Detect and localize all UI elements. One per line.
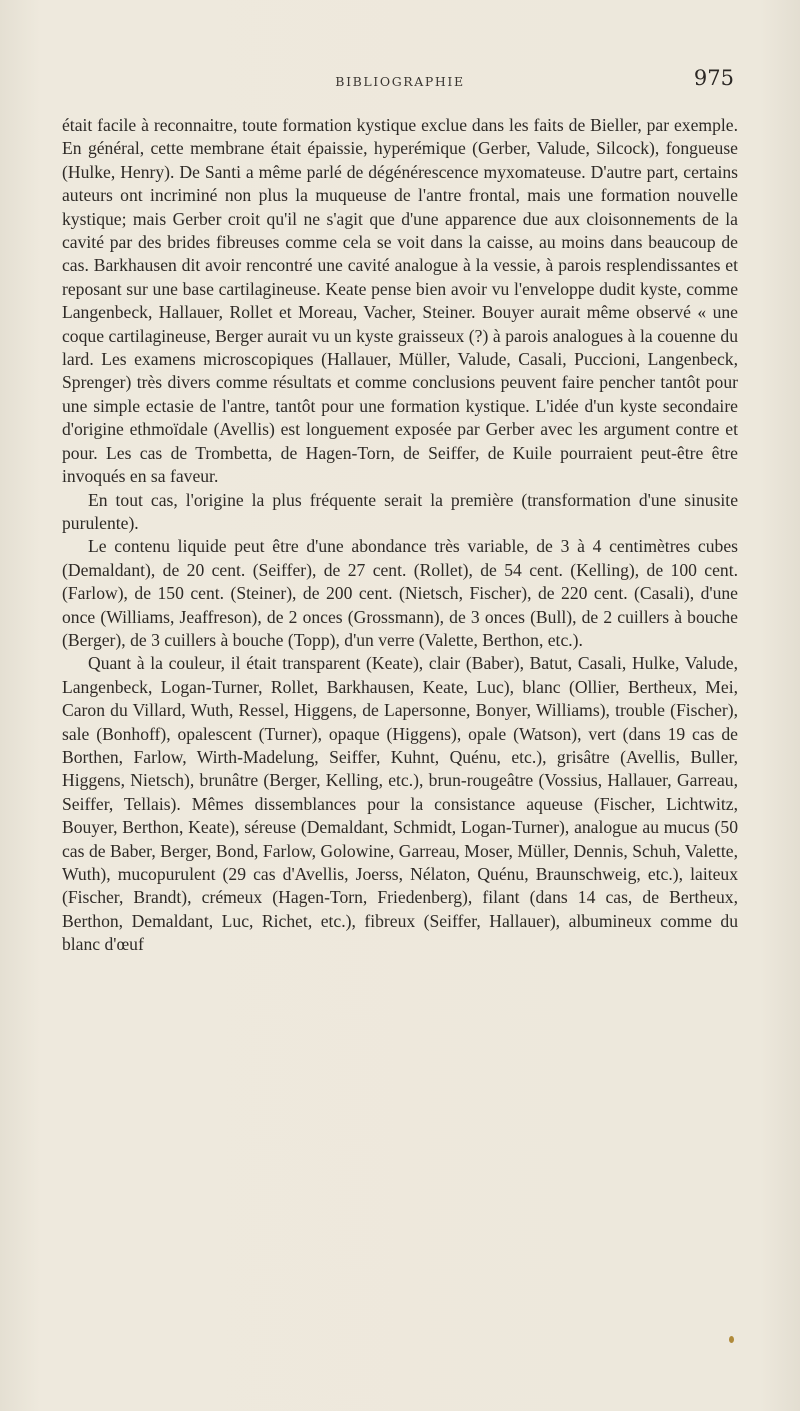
running-title: BIBLIOGRAPHIE	[335, 74, 465, 89]
paragraph-1: était facile à reconnaitre, toute formation kystique exclue dans les faits de Bieller, par exemple. En général, cette membrane était épaissie, hyperémique (Gerber, Valude, Silcock), fongueuse (Hulke, Henry). De Santi a même parlé de dégénérescence myxomateuse. D'autre part, certains auteurs ont incriminé non plus la muqueuse de l'antre frontal, mais une formation nouvelle kystique; mais Gerber croit qu'il ne s'agit que d'une apparence due aux cloisonnements de la cavité par des brides fibreuses comme cela se voit dans la caisse, au moins dans beaucoup de cas. Barkhausen dit avoir rencontré une cavité analogue à la vessie, à parois resplendissantes et reposant sur une base cartilagineuse. Keate pense bien avoir vu l'enveloppe dudit kyste, comme Langenbeck, Hallauer, Rollet et Moreau, Vacher, Steiner. Bouyer aurait même observé « une coque cartilagineuse, Berger aurait vu un kyste graisseux (?) à parois analogues à la couenne du lard. Les examens microscopiques (Hallauer, Müller, Valude, Casali, Puccioni, Langenbeck, Sprenger) très divers comme résultats et comme conclusions peuvent faire pencher tantôt pour une simple ectasie de l'antre, tantôt pour une formation kystique. L'idée d'un kyste secondaire d'origine ethmoïdale (Avellis) est longuement exposée par Gerber avec les argument contre et pour. Les cas de Trombetta, de Hagen-Torn, de Seiffer, de Kuile pourraient peut-être être invoqués en sa faveur.	[62, 115, 738, 487]
page-number: 975	[693, 66, 734, 90]
paragraph-3: Le contenu liquide peut être d'une abondance très variable, de 3 à 4 centimètres cubes (Demaldant), de 20 cent. (Seiffer), de 27 cent. (Rollet), de 54 cent. (Kelling), de 100 cent. (Farlow), de 150 cent. (Steiner), de 200 cent. (Nietsch, Fischer), de 220 cent. (Casali), d'une once (Williams, Jeaffreson), de 2 onces (Grossmann), de 3 onces (Bull), de 2 cuillers à bouche (Berger), de 3 cuillers à bouche (Topp), d'un verre (Valette, Berthon, etc.).	[62, 536, 738, 650]
page-header	[62, 66, 738, 96]
ink-speck	[729, 1336, 734, 1343]
paragraph-4: Quant à la couleur, il était transparent (Keate), clair (Baber), Batut, Casali, Hulke, Valude, Langenbeck, Logan-Turner, Rollet, Barkhausen, Keate, Luc), blanc (Ollier, Bertheux, Mei, Caron du Villard, Wuth, Ressel, Higgens, de Lapersonne, Bonyer, Williams), trouble (Fischer), sale (Bonhoff), opalescent (Turner), opaque (Higgens), opale (Watson), vert (dans 19 cas de Borthen, Farlow, Wirth-Madelung, Seiffer, Kuhnt, Quénu, etc.), grisâtre (Avellis, Buller, Higgens, Nietsch), brunâtre (Berger, Kelling, etc.), brun-rougeâtre (Vossius, Hallauer, Garreau, Seiffer, Tellais). Mêmes dissemblances pour la consistance aqueuse (Fischer, Lichtwitz, Bouyer, Berthon, Keate), séreuse (Demaldant, Schmidt, Logan-Turner), analogue au mucus (50 cas de Baber, Berger, Bond, Farlow, Golowine, Garreau, Moser, Müller, Dennis, Schuh, Valette, Wuth), mucopurulent (29 cas d'Avellis, Joerss, Nélaton, Quénu, Braunschweig, etc.), laiteux (Fischer, Brandt), crémeux (Hagen-Torn, Friedenberg), filant (dans 14 cas, de Bertheux, Berthon, Demaldant, Luc, Richet, etc.), fibreux (Seiffer, Hallauer), albumineux comme du blanc d'œuf	[62, 653, 738, 955]
body-text	[62, 114, 738, 957]
paragraph-2: En tout cas, l'origine la plus fréquente serait la première (transformation d'une sinusite purulente).	[62, 489, 738, 533]
